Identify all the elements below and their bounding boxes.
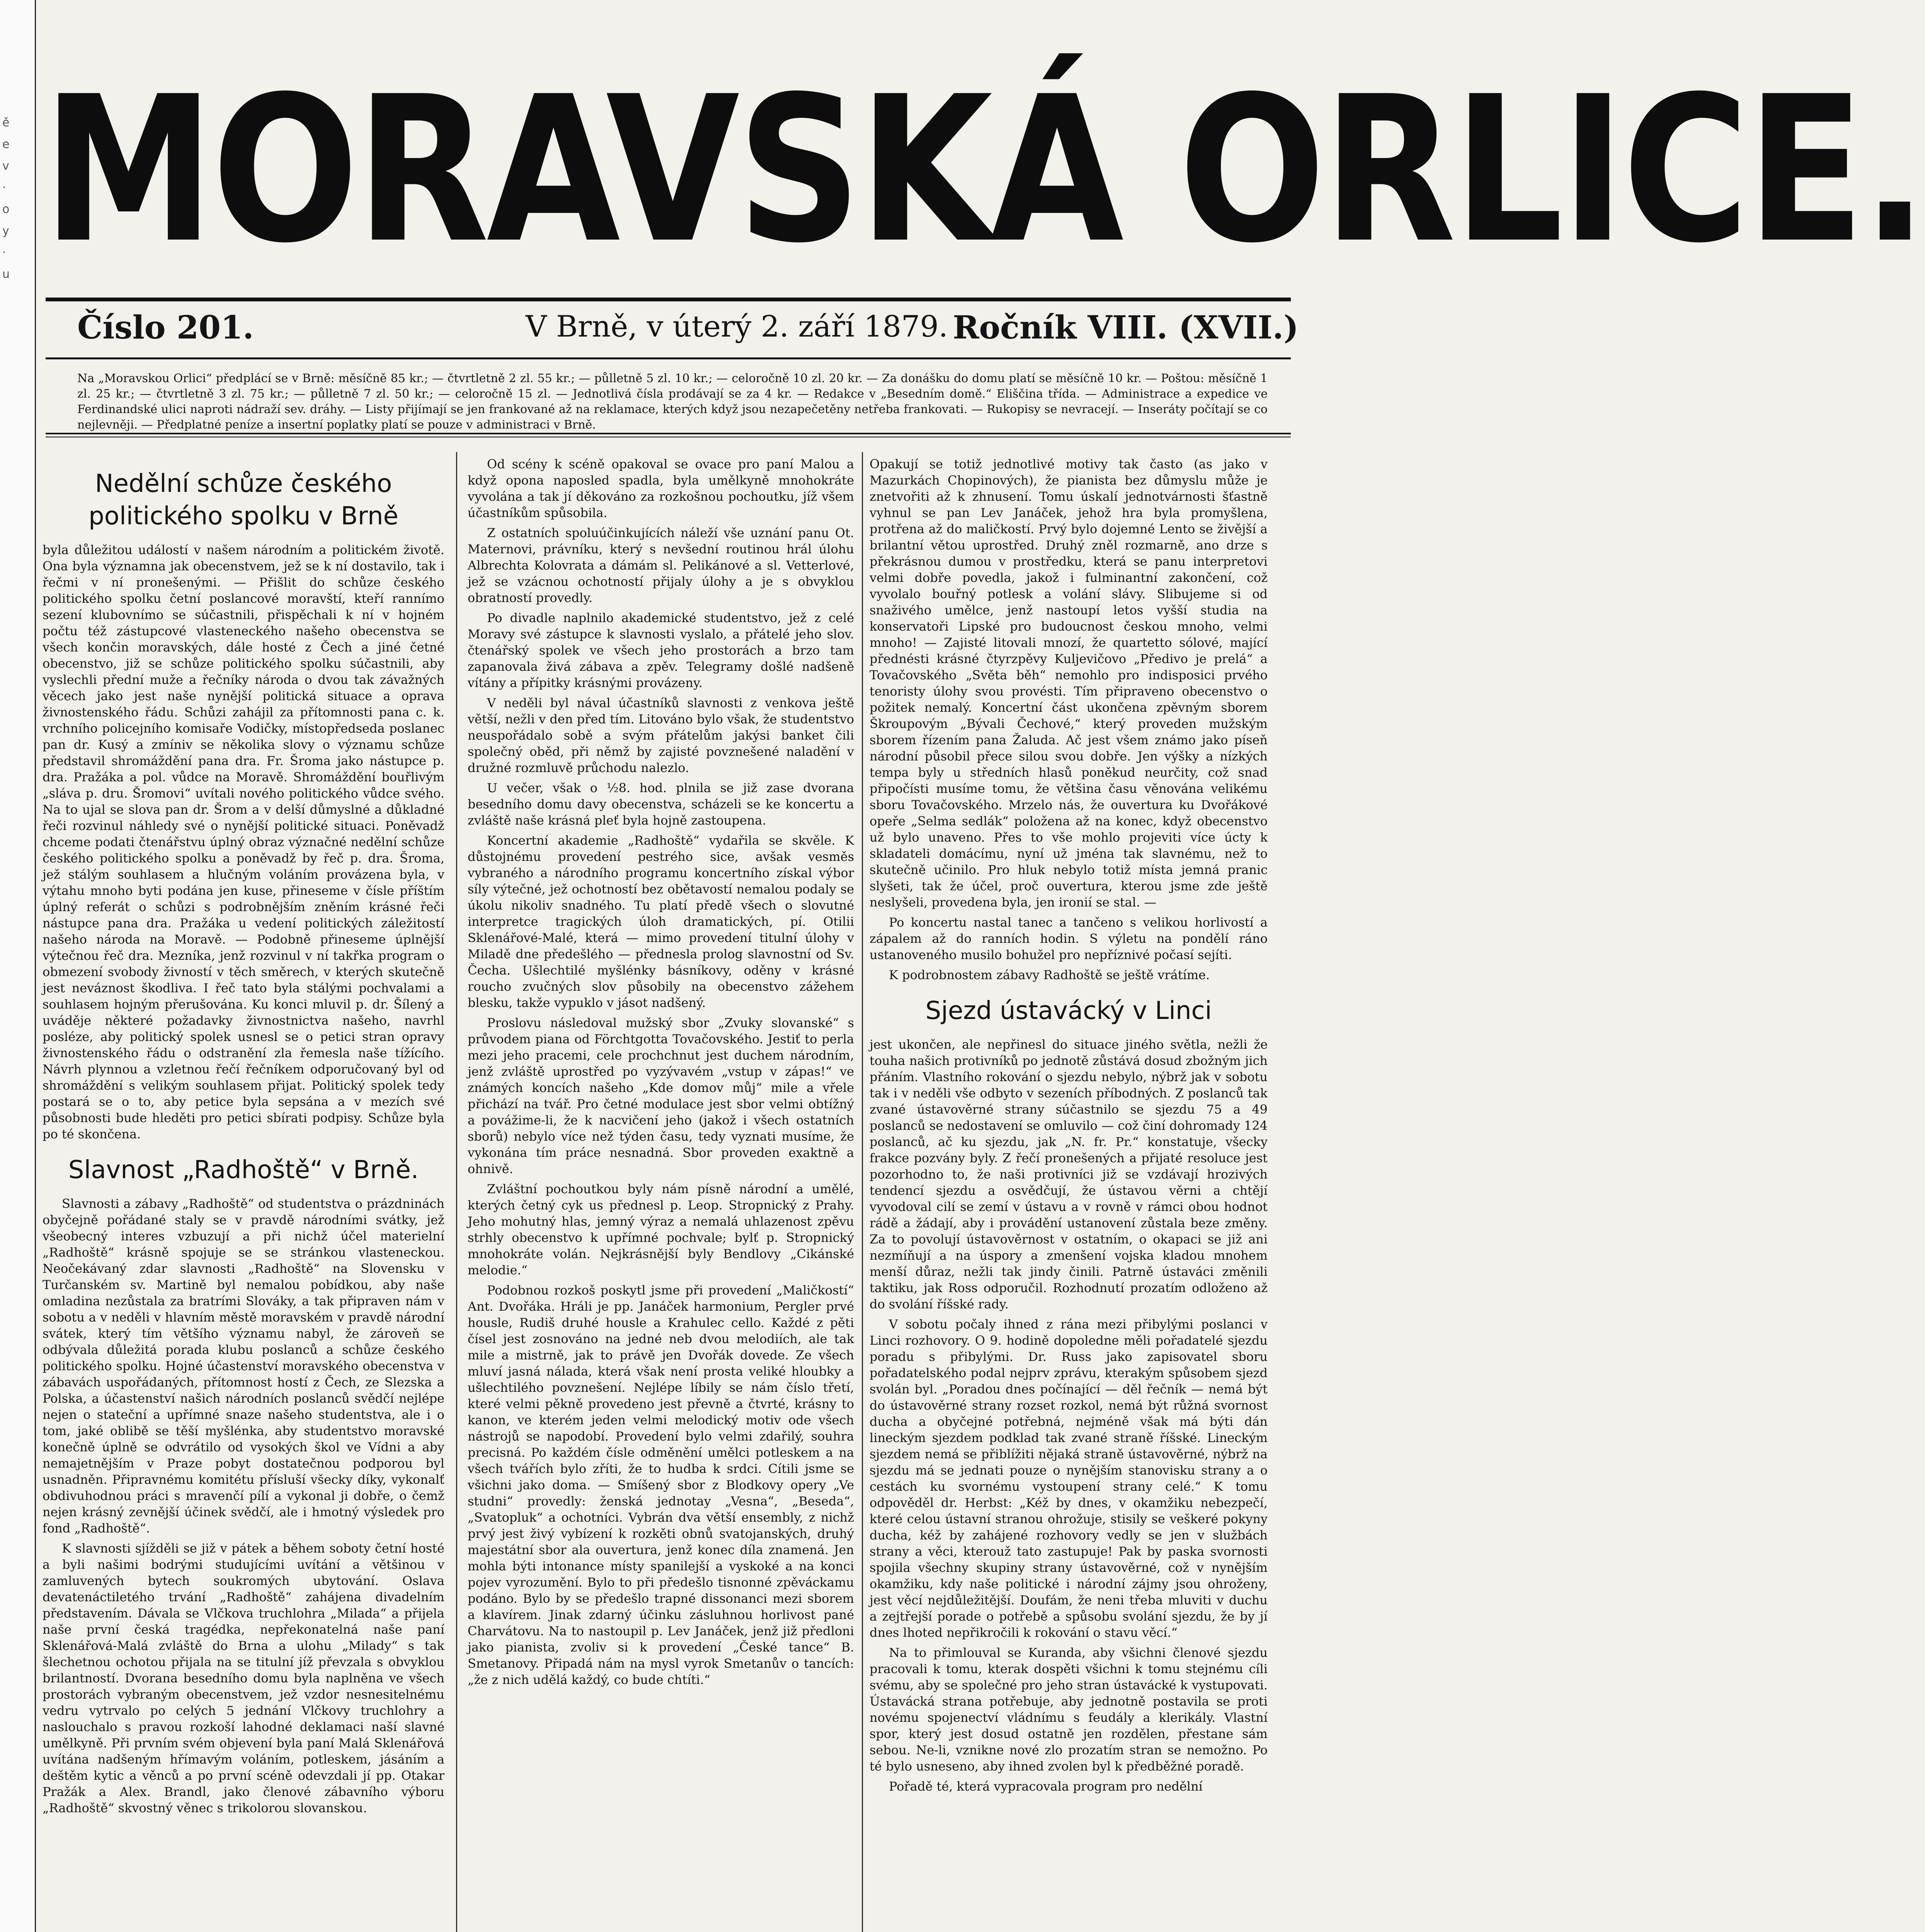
article-paragraph: Od scény k scéně opakoval se ovace pro paní Malou a když opona naposled spadla, byla umělkyně mnohokráte vyvolána a tak jí děkováno za rozkošnou pochoutku, jíž všem účastníkům spůsobila. xyxy=(468,457,854,520)
column-2 xyxy=(468,456,854,1932)
masthead-rule xyxy=(46,298,1291,301)
article-paragraph: Koncertní akademie „Radhoště“ vydařila se skvěle. K důstojnému provedení pestrého sice, avšak vesměs vybraného a národního programu koncertního získal výbor síly výtečné, jež ochotností bez obětavostí nemalou podaly se úkolu nikoliv snadného. Tu platí předě všech o slovutné interpretce tragických úloh dramatických, pí. Otilii Sklenářové-Malé, která — mimo provedení titulní úlohy v Miladě dne předešlého — přednesla prolog slavnostní od Sv. Čecha. Ušlechtilé myšlénky básníkovy, oděny v krásné roucho zvučných slov působily na obecenstvo zážehem blesku, takže vypuklo v jásot nadšený. xyxy=(468,833,854,1010)
article-paragraph: jest ukončen, ale nepřinesl do situace jiného světla, nežli že touha našich protivníků po jednotě zůstává dosud zbožným jich přáním. Vlastního rokování o sjezdu nebylo, nýbrž jak v sobotu tak i v neděli vše odbyto v sezeních příbodných. Z poslanců tak zvané ústavověrné strany súčastnilo se sjezdu 75 a 49 poslanců se nedostavení se omluvilo — což činí dohromady 124 poslanců, ač ku sjezdu, jak „N. fr. Pr.“ konstatuje, všecky frakce pozvány byly. Z řečí pronešených a přijaté resoluce jest pozorhodno to, že naši protivníci již se vzdávají hrozivých tendencí sjezdu a osvědčují, že ústavou věrni a chtějí vyvodoval cilí se zemí v ústavu a v rovně v rámci obou hodnot rádě a žádají, aby i provádění ustanovení zůstala beze změny. Za to povolují ústavověrnost v ostatním, o okapaci se již ani nezmíňují a na úspory a zmenšení vojska kladou mnohem menší důraz, nežli tak jindy činili. Patrně ústaváci změnili taktiku, jak Ross odporučil. Rozhodnutí prozatím odloženo až do svolání říšské rady. xyxy=(870,1037,1268,1311)
article-paragraph: V sobotu počaly ihned z rána mezi přibylými poslanci v Linci rozhovory. O 9. hodině dopoledne měli pořadatelé sjezdu poradu s přibylými. Dr. Russ jako zapisovatel sboru pořadatelského podal nejprv zprávu, kterakým spůsobem sjezd svolán byl. „Poradou dnes počínající — děl řečník — nemá být do ústavověrné strany rozset rozkol, nemá být růžná svornost ducha a obyčejné potřebná, nejméně však má býti dán lineckým sjezdem podklad tak zvané straně říšské. Lineckým sjezdem nemá se přiblížiti nějaká straně ústavověrné, nýbrž na sjezdu má se jednati pouze o nynějším stanovisku strany a o cestách ku svornému vystoupení strany celé.“ K tomu odpověděl dr. Herbst: „Kéž by dnes, v okamžiku nebezpečí, které celou ústavní stranou ohrožuje, stisily se veškeré pokyny ducha, kéž by zahájené rozhovory vedly se jen v službách strany a věci, kterouž tato zastupuje! Pak by paska svornosti spojila všechny skupiny strany ústavověrné, což v nynějším okamžiku, kdy naše politické i národní zájmy jsou ohroženy, jest věcí nejdůležitější. Doufám, že neni třeba mluviti v duchu a zejtřejší porade o potřebě a spůsobu svolání sjezdu, že by jí dnes lhoted nepřikročili k rokování o stavu věcí.“ xyxy=(870,1317,1268,1640)
article-paragraph: Po divadle naplnilo akademické studentstvo, jež z celé Moravy své zástupce k slavnosti vyslalo, a přátelé jeho slov. čtenářský spolek ve všech jeho prostorách a brzo tam zapanovala živá zábava a zpěv. Telegramy došlé nadšeně vítány a přípitky krásnými provázeny. xyxy=(468,611,854,690)
issue-number: Číslo 201. xyxy=(77,309,254,346)
article-paragraph: Na to přimlouval se Kuranda, aby všichni členové sjezdu pracovali k tomu, kterak dospěti všichni k tomu stejnému cíli svému, aby se společné pro jeho stran ústavácké k vystupovati. Ústavácká strana potřebuje, aby jednotně postavila se proti novému spojenectví vládnímu s feudály a klerikály. Vlastní spor, který jest dosud ostatně jen rozdělen, přestane sám sebou. Ne-li, vznikne nové zlo prozatím stran se nemožno. Po té bylo usneseno, aby ihned zvolen byl k předběžné poradě. xyxy=(870,1645,1268,1774)
adjacent-page-edge xyxy=(0,0,36,1932)
article-paragraph: Pořadě té, která vypracovala program pro nedělní xyxy=(889,1779,1203,1794)
article-paragraph: Z ostatních spoluúčinkujících náleží vše uznání panu Ot. Maternovi, právníku, který s nevšední routinou hrál úlohu Albrechta Kolovrata a dámám sl. Pelikánové a sl. Vetterlové, jež se vzácnou ochotností přijaly úlohy a je s obvyklou obratností provedly. xyxy=(468,526,854,605)
article-paragraph: Po koncertu nastal tanec a tančeno s velikou horlivostí a zápalem až do ranních hodin. S výletu na pondělí ráno ustanoveného musilo bohužel pro nepříznivé počasí sejíti. xyxy=(870,915,1268,962)
article-headline: Sjezd ústavácký v Linci xyxy=(925,997,1212,1025)
column-1 xyxy=(43,456,444,1932)
subscription-notice: Na „Moravskou Orlici“ předplácí se v Brně: měsíčně 85 kr.; — čtvrtletně 2 zl. 55 kr.; — půlletně 5 zl. 10 kr.; — celoročně 10 zl. 20 kr. — Za donášku do domu platí se měsíčně 10 kr. — Poštou: měsíčně 1 zl. 25 kr.; — čtvrtletně 3 zl. 75 kr.; — půlletně 7 zl. 50 kr.; — celoročně 15 zl. — Jednotlivá čísla prodávají se za 4 kr. — Redakce v „Besedním domě.“ Eliščina třída. — Administrace a expedice ve Ferdinandské ulici naproti nádraží sev. dráhy. — Listy přijímají se jen frankované až na reklamace, kterých když jsou nezapečetěny netřeba frankovati. — Rukopisy se nevracejí. — Inseráty počítají se co nejlevněji. — Předplatné peníze a insertní poplatky platí se pouze v administraci v Brně. xyxy=(77,372,1268,432)
volume-year: Ročník VIII. (XVII.) xyxy=(953,309,1299,346)
header-bottom-rule xyxy=(46,433,1291,434)
article-paragraph: byla důležitou událostí v našem národním a politickém životě. Ona byla významna jak obecenstvem, jež se k ní dostavilo, tak i řečmi v ní pronešenými. — Přišlit do schůze českého politického spolku četní poslancové moravští, kteří rannímo sezení klubovnímo se súčastnili, přispěchali k ní v hojném počtu též zástupcové vlasteneckého našeho obecenstva se všech končin moravských, dále hosté z Čech a jiné četné obecenstvo, již se schůze politického spolku súčastnili, aby vyslechli přední muže a řečníky národa o dvou tak závažných věcech jako jest naše nynější politická situace a oprava živnostenského řádu. Schůzi zahájil za přítomnosti pana c. k. vrchního policejního komisaře Vodičky, místopředseda poslanec pan dr. Kusý a zmíniv se několika slovy o významu schůze představil shromáždění pana dra. Fr. Šroma jako nástupce p. dra. Pražáka a pol. vůdce na Moravě. Shromáždění bouřlivým „sláva p. dru. Šromovi“ uvítali nového politického vůdce svého. Na to ujal se slova pan dr. Šrom a v delší důmyslné a důkladné řeči rozvinul náhledy své o nynější politické situaci. Poněvadž chceme podati čtenářstvu úplný obraz význačné nedělní schůze českého politického spolku a poněvadž by řeč p. dra. Šroma, jež stálým souhlasem a hlučným voláním provázena byla, v výtahu mnoho byti podána jen kuse, přineseme v čísle příštím úplný referát o schůzi s podrobnějším zněním krásné řeči nástupce pana dra. Pražáka u vedení politických záležitostí našeho národa na Moravě. — Podobně přineseme úplnější výtečnou řeč dra. Mezníka, jenž rozvinul v ní takřka program o obmezení svobody živností v těch směrech, v kterých skutečně jest neváznost škodliva. I řeč tato byla stálými pochvalami a souhlasem hojným přerušována. Ku konci mluvil p. dr. Šílený a uváděje některé požadavky živnostnictva našeho, navrhl posléze, aby politický spolek usnesl se o petici stran opravy živnostenského řádu o odstranění zla řemesla naše tížícího. Návrh plynnou a vzletnou řečí řečníkem odporučovaný byl od shromáždění s velikým souhlasem přijat. Politický spolek tedy postará se o to, aby petice byla sepsána a v mezích své působnosti bude hleděti pro petici sbírati podpisy. Schůze byla po té skončena. xyxy=(43,543,444,1141)
article-paragraph: Opakují se totiž jednotlivé motivy tak často (as jako v Mazurkách Chopinových), že pianista bez důmyslu může je znetvořiti až k zhnusení. Tomu úskalí jednotvárnosti šťastně vyhnul se pan Lev Janáček, jehož hra byla promyšlena, protřena až do maličkostí. Prvý bylo dojemné Lento se živější a brilantní větou uprostřed. Druhý zněl rozmarně, ano drze s překrásnou dumou v prostředku, která se panu interpretovi velmi dobře povedla, jakož i fulminantní zakončení, což vyvolalo bouřný potlesk a volání slávy. Slibujeme si od snaživého umělce, jenž nastoupí letos vyšší studia na konservatoři Lipské pro budoucnost českou mnoho, velmi mnoho! — Zajisté litovali mnozí, že quartetto sólové, mající přednésti krásné čtyrzpěvy Kuljevičovo „Předivo je prelá“ a Tovačovského „Světa běh“ nemohlo pro indisposici prvého tenoristy úlohy svou provésti. Tím připraveno obecenstvo o požitek nemalý. Koncertní část ukončena zpěvným sborem Škroupovým „Bývali Čechové,“ který proveden mužským sborem řízením pana Žaluda. Ač jest všem známo jako píseň národní působil přece silou svou dobře. Jen výšky a nízkých tempa byly u středních hlasů poněkud neurčity, což snad připočísti musíme tomu, že většina času věnována velikému sboru Tovačovského. Mrzelo nás, že ouvertura ku Dvořákové opeře „Selma sedlák“ položena až na konec, když obecenstvo už bylo unaveno. Přes to vše mohlo projeviti více úcty k skladateli domácímu, nyní už jména tak slavnému, než to skutečně učinilo. Pro hluk nebylo totiž místa jemná pranic slyšeti, tak že účel, proč ouvertura, kterou jsme zde ještě neslyšeli, provedena byla, jen ironií se stal. — xyxy=(870,457,1268,910)
dateline xyxy=(77,305,1299,352)
article-headline: Slavnost „Radhoště“ v Brně. xyxy=(68,1156,419,1184)
column-separator xyxy=(862,452,863,1932)
masthead-title: MORAVSKÁ ORLICE. xyxy=(43,53,1925,287)
article-paragraph: Proslovu následoval mužský sbor „Zvuky slovanské“ s průvodem piana od Förchtgotta Tovačovského. Jestiť to perla mezi jeho pracemi, cele prochchnut jest duchem národním, jenž zvláště uprostřed po vyzývavém „vstup v zápas!“ ve známých koncích našeho „Kde domov můj“ mile a vřele přichází na tvář. Pro četné modulace jest sbor velmi obtížný a povážime-li, že k nacvičení jeho (jakož i všech ostatních sborů) nebylo více než týden času, tedy vyznati musíme, že vykonána tím práce nesnadná. Sbor proveden exaktně a ohnivě. xyxy=(468,1015,854,1176)
article-paragraph: U večer, však o ½8. hod. plnila se již zase dvorana besedního domu davy obecenstva, scházeli se ke koncertu a zvláště naše krásná pleť byla hojně zastoupena. xyxy=(468,781,854,828)
article-paragraph: Podobnou rozkoš poskytl jsme při provedení „Maličkostí“ Ant. Dvořáka. Hráli je pp. Janáček harmonium, Pergler prvé housle, Rudiš druhé housle a Krahulec cello. Každé z pěti čísel jest zosnováno na jedné neb dvou melodiích, ale tak mile a mistrně, jak to právě jen Dvořák dovede. Ze všech mluví jasná nálada, která však není prosta veliké hloubky a ušlechtilého povznešení. Nejlépe líbily se nám číslo třetí, které velmi pěkně provedeno jest převně a čtvrté, krásny to kanon, ve kterém jeden velmi melodický motiv ode všech nástrojů se napodobí. Provedení bylo velmi zdařilý, souhra precisná. Po každém čísle odměnění umělci potleskem a na všech tvářích bylo zříti, že to hudba k srdci. Cítili jsme se všichni jako doma. — Smíšený sbor z Blodkovy opery „Ve studni“ provedly: ženská jednotay „Vesna“, „Beseda“, „Svatopluk“ a ochotníci. Vybrán dva větší ensembly, z nichž prvý jest živý vybízení k rozkěti obnů svatojanských, druhý majestátní sbor ala ouvertura, jenž konec díla znamená. Jen mohla býti intonance místy spanilejší a vyskoké a na konci pojev vyrozumění. Bylo to při předešlo tisnonné zpěváckamu podáno. Bylo by se předešlo trapné dissonanci mezi sborem a klavírem. Jinak zdarný účinku zásluhnou horlivost pané Charvátovu. Na to nastoupil p. Lev Janáček, jenž již předloni jako pianista, zvoliv si k provedení „České tance“ B. Smetanovy. Připadá nám na mysl vyrok Smetanův o tancích: „že z nich udělá každý, co bude chtíti.“ xyxy=(468,1283,854,1687)
dateline-rule xyxy=(46,357,1291,359)
article-headline: Nedělní schůze českého politického spolku v Brně xyxy=(89,469,398,531)
adjacent-page-fragment: ě e v · o y · u xyxy=(2,116,10,281)
article-paragraph: Zvláštní pochoutkou byly nám písně národní a umělé, kterých četný cyk us přednesl p. Leop. Stropnický z Prahy. Jeho mohutný hlas, jemný výraz a nemalá uhlazenost zpěvu strhly obecenstvo k upřímné pochvale; bylť p. Stropnický mnohokráte volán. Nejkrásnější byly Bendlovy „Cikánské melodie.“ xyxy=(468,1182,854,1277)
column-separator xyxy=(456,452,457,1932)
column-3 xyxy=(870,456,1268,1932)
issue-date: V Brně, v úterý 2. září 1879. xyxy=(526,309,948,344)
article-paragraph: V neděli byl nával účastníků slavnosti z venkova ještě větší, nežli v den před tím. Litováno bylo však, že studentstvo neuspořádalo sobě a svým přátelům jakýsi banket čili společný oběd, při němž by zajisté povznešené naladění v družné rozmluvě průchodu nalezlo. xyxy=(468,696,854,775)
article-paragraph: K podrobnostem zábavy Radhoště se ještě vrátíme. xyxy=(889,968,1210,982)
article-paragraph: Slavnosti a zábavy „Radhoště“ od studentstva o prázdninách obyčejně pořádané staly se v pravdě národními svátky, jež všeobecný interes vzbuzují a při nichž účel materielní „Radhoště“ krásně spojuje se se stránkou vlasteneckou. Neočekávaný zdar slavnosti „Radhoště“ na Slovensku v Turčanském sv. Martině byl nemalou pobídkou, aby naše omladina nezůstala za bratrími Slováky, a tak připraven nám v sobotu a v neděli v hlavním městě moravském v pravdě národní svátek, který tím většího významu nabyl, že zároveň se odbývala důležitá porada klubu poslanců a schůze českého politického spolku. Hojné účastenství moravského obecenstva v zábavách uspořádaných, přítomnost hostí z Čech, ze Slezska a Polska, a účastenství našich národních poslanců svědčí nejlépe nejen o stateční a upřímné snaze našeho studentstva, ale i o tom, jaké oblibě se těší myšlénka, aby studentstvo moravské konečně úplně se odvrátilo od vysokých škol ve Vídni a aby nemajetnějším v Praze pobyt dostatečnou podporou byl usnadněn. Připravnému komitétu přísluší všecky díky, vykonalť obdivuhodnou práci s mravenčí pílí a vykonal ji dobře, o čemž nejen krásný zevnější účinek svědčí, ale i hmotný výsledek pro fond „Radhoště“. xyxy=(43,1196,444,1536)
article-paragraph: K slavnosti sjížděli se již v pátek a během soboty četní hosté a byli našimi bodrými studujícími uvítání a většinou v zamluvených bytech soukromých ubytování. Oslava devatenáctiletého trvání „Radhoště“ zahájena divadelním představením. Dávala se Vlčkova truchlohra „Milada“ a přijela naše první česká tragédka, nepřekonatelná naše paní Sklenářová-Malá zvláště do Brna a ulohu „Milady“ s tak šlechetnou ochotou přijala na se titulní jíž převzala s obvyklou brilantností. Dvorana besedního domu byla naplněna ve všech prostorách vybraným obecenstvem, jež vzdor nesnesitelnému vedru vytrvalo po celých 5 jednání Vlčkovy truchlohry a naslouchalo s pravou rozkoší lahodné deklamaci naší slavné umělkyně. Při prvním svém objevení byla paní Malá Sklenářová uvítána nadšeným hřímavým voláním, potleskem, jásáním a deštěm kytic a věnců a po první scéně odevzdali jí pp. Otakar Pražák a Alex. Brandl, jako členové zábavního výboru „Radhoště“ skvostný věnec s trikolorou slovanskou. xyxy=(43,1541,444,1815)
